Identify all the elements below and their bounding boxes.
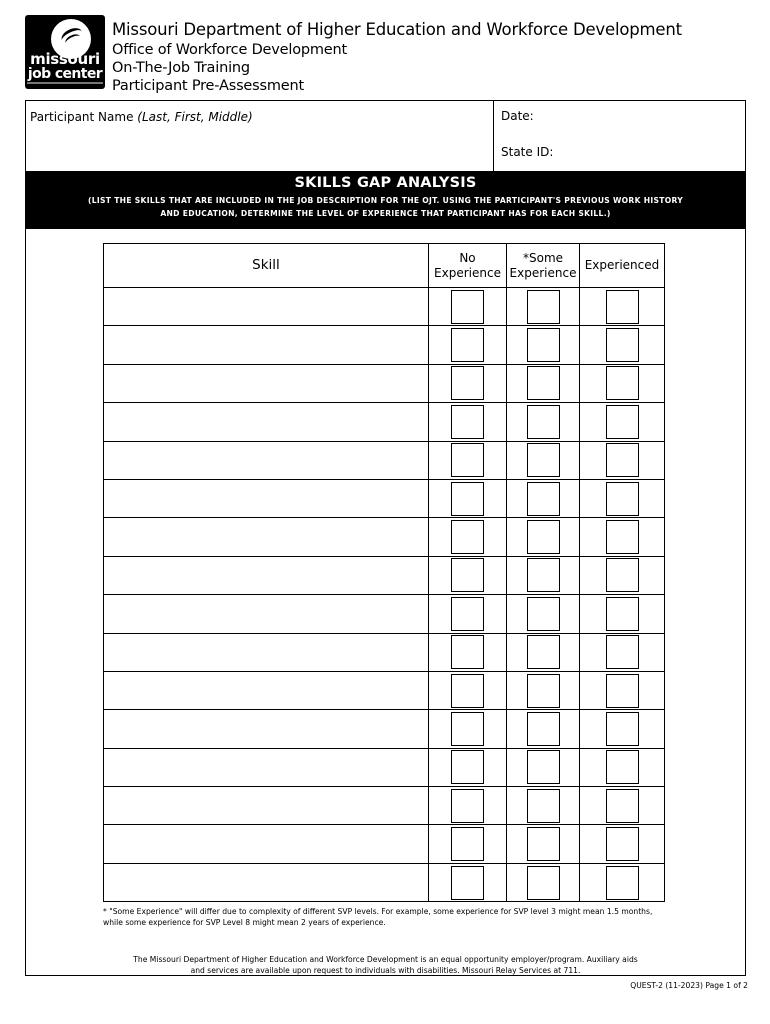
table-row — [104, 748, 665, 786]
table-row — [104, 671, 665, 709]
no-experience-checkbox[interactable] — [451, 635, 484, 669]
experienced-checkbox[interactable] — [606, 290, 639, 324]
field-divider — [493, 100, 494, 171]
experienced-checkbox[interactable] — [606, 750, 639, 784]
header-some-experience — [507, 244, 580, 288]
some-experience-checkbox[interactable] — [527, 328, 560, 362]
no-experience-checkbox[interactable] — [451, 443, 484, 477]
table-row — [104, 633, 665, 671]
skill-input[interactable] — [104, 288, 429, 326]
some-experience-checkbox[interactable] — [527, 635, 560, 669]
no-experience-checkbox[interactable] — [451, 750, 484, 784]
skill-input[interactable] — [104, 441, 429, 479]
some-experience-checkbox[interactable] — [527, 443, 560, 477]
header-some-experience-line1: *Some — [522, 250, 564, 265]
table-row — [104, 364, 665, 402]
table-row — [104, 863, 665, 901]
no-experience-checkbox[interactable] — [451, 674, 484, 708]
equal-opportunity-statement — [26, 955, 745, 976]
experienced-checkbox[interactable] — [606, 597, 639, 631]
no-experience-checkbox[interactable] — [451, 290, 484, 324]
some-experience-checkbox[interactable] — [527, 712, 560, 746]
table-row — [104, 710, 665, 748]
skill-input[interactable] — [104, 787, 429, 825]
state-id-label: State ID: — [501, 145, 554, 159]
some-experience-checkbox[interactable] — [527, 558, 560, 592]
no-experience-checkbox[interactable] — [451, 597, 484, 631]
no-experience-checkbox[interactable] — [451, 328, 484, 362]
header-experienced: Experienced — [580, 244, 665, 288]
experienced-checkbox[interactable] — [606, 482, 639, 516]
table-header-row — [104, 244, 665, 288]
skill-input[interactable] — [104, 671, 429, 709]
some-experience-checkbox[interactable] — [527, 866, 560, 900]
table-row — [104, 288, 665, 326]
state-id-field[interactable] — [501, 145, 553, 159]
some-experience-checkbox[interactable] — [527, 520, 560, 554]
some-experience-checkbox[interactable] — [527, 827, 560, 861]
footnote-line1: * "Some Experience" will differ due to complexity of different SVP levels. For example, some experience for SVP level 3 might mean 1.5 months, — [103, 907, 653, 916]
table-row — [104, 326, 665, 364]
experienced-checkbox[interactable] — [606, 712, 639, 746]
experienced-checkbox[interactable] — [606, 328, 639, 362]
table-row — [104, 479, 665, 517]
no-experience-checkbox[interactable] — [451, 827, 484, 861]
some-experience-checkbox[interactable] — [527, 290, 560, 324]
logo-tagline-rule — [27, 82, 103, 84]
some-experience-checkbox[interactable] — [527, 405, 560, 439]
some-experience-checkbox[interactable] — [527, 366, 560, 400]
skill-input[interactable] — [104, 748, 429, 786]
section-instructions-line2: AND EDUCATION, DETERMINE THE LEVEL OF EXPERIENCE THAT PARTICIPANT HAS FOR EACH SKILL.) — [160, 209, 611, 218]
eeo-line2: and services are available upon request to individuals with disabilities. Missouri Relay Services at 711. — [190, 965, 581, 975]
some-experience-footnote — [103, 906, 652, 928]
table-row — [104, 518, 665, 556]
table-row — [104, 441, 665, 479]
table-row — [104, 595, 665, 633]
experienced-checkbox[interactable] — [606, 520, 639, 554]
skill-input[interactable] — [104, 518, 429, 556]
skill-input[interactable] — [104, 710, 429, 748]
no-experience-checkbox[interactable] — [451, 482, 484, 516]
no-experience-checkbox[interactable] — [451, 789, 484, 823]
experienced-checkbox[interactable] — [606, 443, 639, 477]
skill-input[interactable] — [104, 364, 429, 402]
some-experience-checkbox[interactable] — [527, 789, 560, 823]
section-instructions — [26, 194, 745, 220]
header-program: On-The-Job Training — [112, 60, 250, 76]
skill-input[interactable] — [104, 326, 429, 364]
table-row — [104, 403, 665, 441]
no-experience-checkbox[interactable] — [451, 558, 484, 592]
logo-wordmark-job-center: job center — [27, 66, 103, 82]
experienced-checkbox[interactable] — [606, 558, 639, 592]
skill-input[interactable] — [104, 825, 429, 863]
no-experience-checkbox[interactable] — [451, 366, 484, 400]
header-skill: Skill — [104, 244, 429, 288]
logo-wordmark-missouri: missouri — [30, 50, 100, 68]
experienced-checkbox[interactable] — [606, 827, 639, 861]
experienced-checkbox[interactable] — [606, 866, 639, 900]
skill-input[interactable] — [104, 863, 429, 901]
section-instructions-line1: (LIST THE SKILLS THAT ARE INCLUDED IN THE JOB DESCRIPTION FOR THE OJT. USING THE PARTICIPANT'S PREVIOUS WORK HISTORY — [87, 196, 684, 205]
skills-gap-banner — [26, 171, 745, 229]
skill-input[interactable] — [104, 403, 429, 441]
header-some-experience-line2: Experience — [509, 265, 577, 280]
participant-name-label: Participant Name — [30, 110, 134, 124]
skill-input[interactable] — [104, 479, 429, 517]
no-experience-checkbox[interactable] — [451, 405, 484, 439]
some-experience-checkbox[interactable] — [527, 674, 560, 708]
skill-input[interactable] — [104, 595, 429, 633]
missouri-job-center-logo — [25, 15, 105, 89]
header-department: Missouri Department of Higher Education and Workforce Development — [112, 20, 682, 39]
table-row — [104, 787, 665, 825]
date-field[interactable] — [501, 109, 534, 123]
no-experience-checkbox[interactable] — [451, 866, 484, 900]
no-experience-checkbox[interactable] — [451, 520, 484, 554]
participant-name-hint: (Last, First, Middle) — [137, 110, 253, 124]
no-experience-checkbox[interactable] — [451, 712, 484, 746]
skill-input[interactable] — [104, 556, 429, 594]
section-title: SKILLS GAP ANALYSIS — [294, 175, 477, 191]
header-no-experience-line1: No — [459, 250, 476, 265]
eeo-line1: The Missouri Department of Higher Education and Workforce Development is an equal opportunity employer/program. Auxiliary aids — [133, 955, 638, 964]
some-experience-checkbox[interactable] — [527, 750, 560, 784]
experienced-checkbox[interactable] — [606, 635, 639, 669]
form-id-page-number: QUEST-2 (11-2023) Page 1 of 2 — [630, 981, 748, 990]
header-no-experience-line2: Experience — [434, 265, 501, 280]
some-experience-checkbox[interactable] — [527, 597, 560, 631]
header-no-experience — [429, 244, 507, 288]
table-row — [104, 556, 665, 594]
skill-input[interactable] — [104, 633, 429, 671]
header-form-title: Participant Pre-Assessment — [112, 78, 304, 94]
experienced-checkbox[interactable] — [606, 674, 639, 708]
table-row — [104, 825, 665, 863]
footnote-line2: while some experience for SVP Level 8 might mean 2 years of experience. — [103, 918, 386, 927]
experienced-checkbox[interactable] — [606, 366, 639, 400]
header-office: Office of Workforce Development — [112, 42, 347, 58]
experienced-checkbox[interactable] — [606, 405, 639, 439]
participant-name-field[interactable] — [30, 110, 253, 124]
experienced-checkbox[interactable] — [606, 789, 639, 823]
skills-table — [103, 243, 665, 902]
some-experience-checkbox[interactable] — [527, 482, 560, 516]
date-label: Date: — [501, 109, 534, 123]
